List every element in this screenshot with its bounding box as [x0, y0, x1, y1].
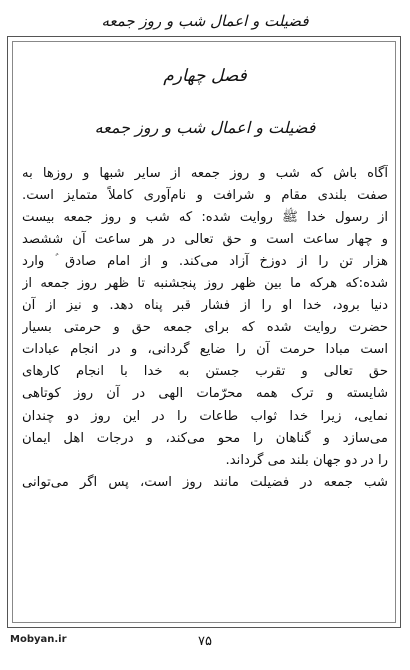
body-line: حق تعالی و تقرب جستن به خدا با انجام کارهای: [22, 364, 388, 380]
body-line: آگاه باش که شب و روز جمعه از سایر شبها و روزها به: [22, 166, 388, 181]
body-line: حضرت روایت شده که برای جمعه حق و حرمتی بسیار: [22, 320, 388, 336]
body-line: و چهار ساعت است و حق تعالی در هر ساعت آن ششصد: [22, 232, 388, 248]
body-line: هزار تن را از دوزخ آزاد می‌کند. و از امام صادق ؑ وارد: [22, 254, 388, 270]
page-number: ۷۵: [198, 634, 212, 649]
body-line: شده:که هرکه ما بین ظهر روز پنجشنبه تا ظهر روز جمعه از: [22, 276, 388, 292]
body-line: از رسول خدا ﷺ روایت شده: که شب و روز جمعه بیست: [22, 210, 388, 226]
body-line: شب جمعه در فضیلت مانند روز است، پس اگر می‌توانی: [22, 474, 388, 490]
site-watermark: Mobyan.ir: [10, 634, 67, 645]
chapter-subtitle: فضیلت و اعمال شب و روز جمعه: [94, 118, 316, 137]
body-line: را در دو جهان بلند می گرداند.: [225, 452, 388, 468]
running-header-title: فضیلت و اعمال شب و روز جمعه: [101, 12, 309, 30]
body-text: [22, 163, 388, 494]
body-line: دنیا برود، خدا او را از فشار قبر پناه دهد. و نیز از آن: [22, 298, 388, 314]
chapter-title: فصل چهارم: [163, 66, 247, 86]
body-line: نمایی، زیرا خدا ثواب طاعات را در این روز دو چندان: [22, 408, 388, 424]
body-line: شایسته و ترک همه محرّمات الهی در آن روز کوتاهی: [22, 386, 388, 402]
body-line: است مبادا حرمت آن را ضایع گردانی، و در انجام عبادات: [22, 342, 388, 358]
body-line: صفت بلندی مقام و شرافت و نام‌آوری کاملاً متمایز است.: [22, 188, 388, 204]
body-line: می‌سازد و گناهان را محو می‌کند، و درجات اهل ایمان: [22, 430, 388, 446]
